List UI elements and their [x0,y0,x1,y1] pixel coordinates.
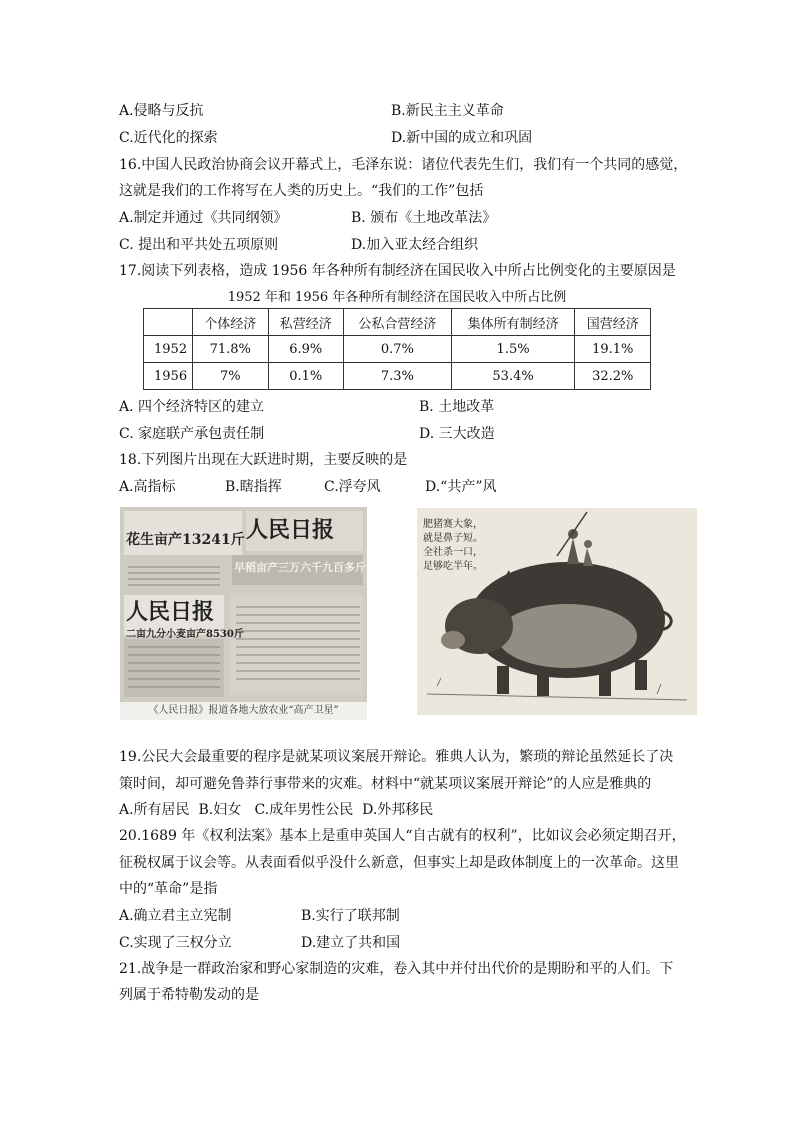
table-cell: 71.8% [193,336,269,363]
q16-option-a: A.制定并通过《共同纲领》 [119,210,288,226]
table-header-cell: 私营经济 [268,309,344,336]
q17-option-b: B. 土地改革 [419,399,495,415]
q15-option-a: A.侵略与反抗 [119,103,204,119]
q20-option-a: A.确立君主立宪制 [119,908,232,924]
newspaper-masthead-top: 人民日报 [246,517,335,543]
table-cell: 0.1% [268,363,344,390]
q16-option-d: D.加入亚太经合组织 [351,237,479,253]
q18-option-a: A.高指标 [119,479,176,495]
table-header-cell: 集体所有制经济 [451,309,575,336]
q19-stem-line1: 19.公民大会最重要的程序是就某项议案展开辩论。雅典人认为，繁琐的辩论虽然延长了决 [119,749,674,765]
pig-cartoon-image [417,508,697,715]
q16-stem-line2: 这就是我们的工作将写在人类的历史上。“我们的工作”包括 [119,183,484,199]
q20-stem-line2: 征税权属于议会等。从表面看似乎没什么新意，但事实上却是政体制度上的一次革命。这里 [119,855,679,871]
q15-option-b: B.新民主主义革命 [391,103,504,119]
q21-stem-line2: 列属于希特勒发动的是 [119,987,259,1003]
table-cell: 7.3% [344,363,452,390]
q21-stem-line1: 21.战争是一群政治家和野心家制造的灾难，卷入其中并付出代价的是期盼和平的人们。下 [119,961,674,977]
table-cell-year: 1956 [144,363,193,390]
pig-verse-line2: 就是鼻子短。 [423,533,483,544]
pig-verse-line3: 全社杀一口， [423,547,483,558]
q20-stem-line3: 中的“革命”是指 [119,881,218,897]
pig-cartoon-verse [423,518,483,574]
q19-stem-line2: 策时间，却可避免鲁莽行事带来的灾难。材料中“就某项议案展开辩论”的人应是雅典的 [119,776,652,792]
table-cell: 7% [193,363,269,390]
newspaper-headline-peanut: 花生亩产13241斤 [126,532,245,548]
newspaper-caption: 《人民日报》报道各地大放农业“高产卫星” [120,702,367,720]
q15-option-c: C.近代化的探索 [119,130,218,146]
table-header-cell: 公私合营经济 [344,309,452,336]
table-cell: 0.7% [344,336,452,363]
newspaper-masthead-bottom: 人民日报 [126,599,215,625]
q17-option-d: D. 三大改造 [419,426,495,442]
table-cell: 53.4% [451,363,575,390]
newspaper-headline-rice: 早稻亩产三万六千九百多斤 [234,561,366,574]
q18-option-b: B.瞎指挥 [225,479,282,495]
table-row [144,336,651,363]
q20-option-c: C.实现了三权分立 [119,935,232,951]
q20-option-b: B.实行了联邦制 [301,908,400,924]
q16-stem-line1: 16.中国人民政治协商会议开幕式上，毛泽东说：诸位代表先生们，我们有一个共同的感觉， [119,157,688,173]
table-cell: 32.2% [575,363,651,390]
q18-option-c: C.浮夸风 [324,479,381,495]
newspaper-headline-wheat: 二亩九分小麦亩产8530斤 [126,629,244,640]
pig-verse-line1: 肥猪赛大象， [423,519,483,530]
table-header-cell: 个体经济 [193,309,269,336]
table-header-cell [144,309,193,336]
q19-options: A.所有居民 B.妇女 C.成年男性公民 D.外邦移民 [119,802,434,818]
newspaper-image [120,507,367,720]
q17-stem: 17.阅读下列表格，造成 1956 年各种所有制经济在国民收入中所占比例变化的主要原因是 [119,263,676,279]
q17-option-a: A. 四个经济特区的建立 [119,399,265,415]
table-header-cell: 国营经济 [575,309,651,336]
q17-option-c: C. 家庭联产承包责任制 [119,426,265,442]
table-cell: 6.9% [268,336,344,363]
q16-option-b: B. 颁布《土地改革法》 [351,210,497,226]
q18-stem: 18.下列图片出现在大跃进时期，主要反映的是 [119,452,408,468]
q20-stem-line1: 20.1689 年《权利法案》基本上是重申英国人“自古就有的权利”，比如议会必须定期召开， [119,828,686,844]
table-header-row [144,309,651,336]
table-cell: 19.1% [575,336,651,363]
ownership-table [143,308,651,390]
q17-table-caption: 1952 年和 1956 年各种所有制经济在国民收入中所占比例 [227,290,567,305]
q18-option-d: D.“共产”风 [425,479,497,495]
table-row [144,363,651,390]
pig-verse-line4: 足够吃半年。 [423,561,483,572]
q15-option-d: D.新中国的成立和巩固 [391,130,533,146]
q16-option-c: C. 提出和平共处五项原则 [119,237,279,253]
q20-option-d: D.建立了共和国 [301,935,401,951]
table-cell: 1.5% [451,336,575,363]
table-cell-year: 1952 [144,336,193,363]
